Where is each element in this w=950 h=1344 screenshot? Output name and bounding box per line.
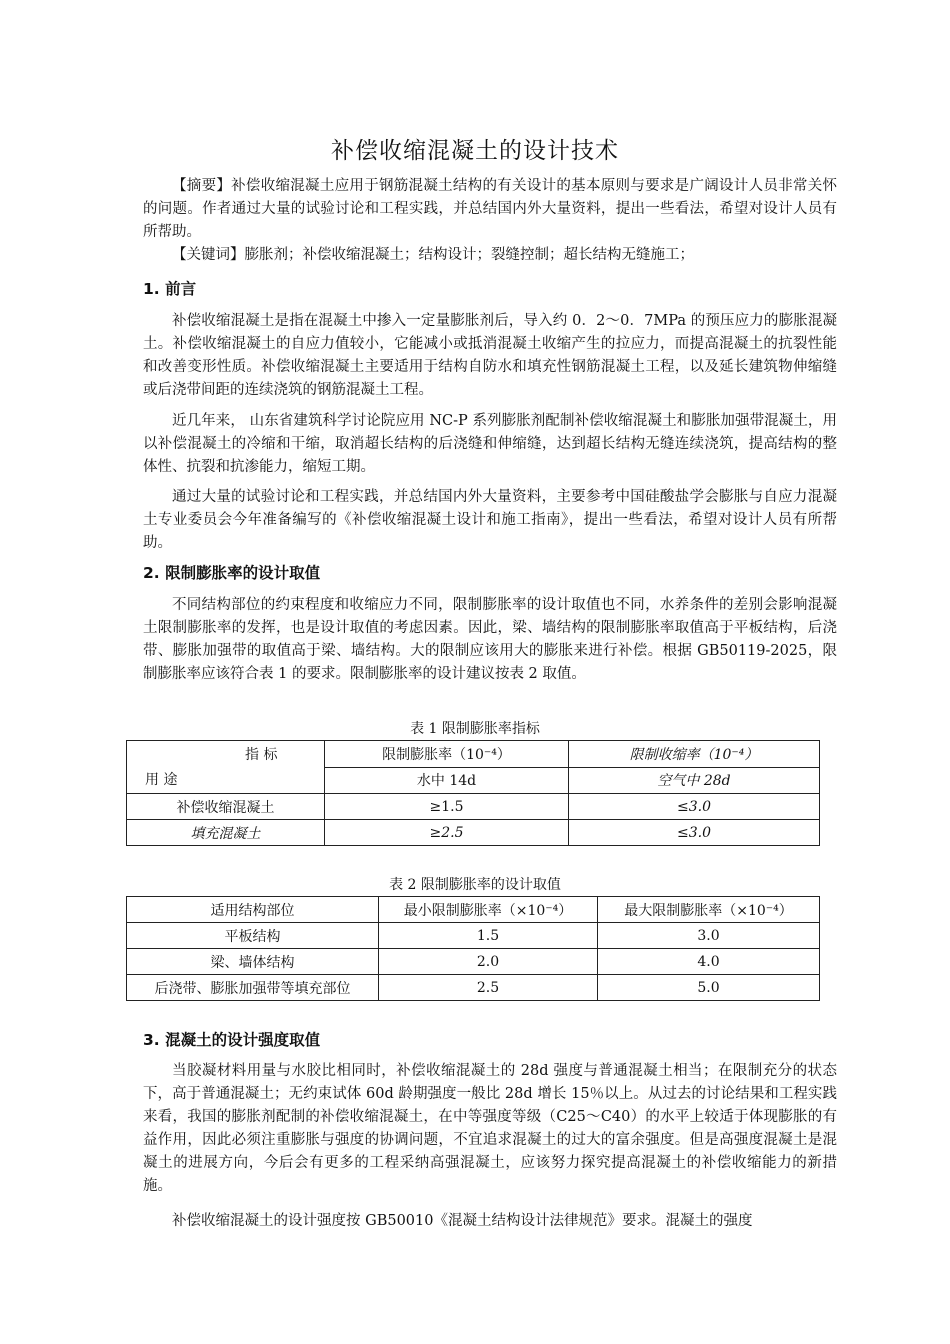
section1-paragraph-1: 补偿收缩混凝土是指在混凝土中掺入一定量膨胀剂后，导入约 0．2～0．7MPa 的预压应力的膨胀混凝土。补偿收缩混凝土的自应力值较小，它能减小或抵消混凝土收缩产生的拉应力，而提高混凝土的抗裂性能和改善变形性质。补偿收缩混凝土主要适用于结构自防水和填充性钢筋混凝土工程，以及延长建筑物伸缩缝或后浇带间距的连续浇筑的钢筋混凝土工程。 [143, 313, 837, 398]
table1-col2-sub: 空气中 28d [569, 767, 820, 794]
table2-cell: 后浇带、膨胀加强带等填充部位 [127, 975, 379, 1001]
table2-cell: 梁、墙体结构 [127, 949, 379, 975]
table2-cell: 1.5 [379, 923, 598, 949]
abstract-paragraph: 【摘要】补偿收缩混凝土应用于钢筋混凝土结构的有关设计的基本原则与要求是广阔设计人员非常关怀的问题。作者通过大量的试验讨论和工程实践，并总结国内外大量资料，提出一些看法，希望对设计人员有所帮助。 [143, 178, 837, 240]
section1-heading: 1. 前言 [143, 280, 197, 298]
section1-paragraph-3: 通过大量的试验讨论和工程实践，并总结国内外大量资料，主要参考中国硅酸盐学会膨胀与自应力混凝土专业委员会今年准备编写的《补偿收缩混凝土设计和施工指南》，提出一些看法，希望对设计人员有所帮助。 [143, 489, 837, 551]
table-row [127, 975, 820, 1001]
table-row [127, 949, 820, 975]
table-row [127, 923, 820, 949]
table1 [126, 740, 820, 846]
section2-heading: 2. 限制膨胀率的设计取值 [143, 564, 321, 582]
section2-paragraph-1: 不同结构部位的约束程度和收缩应力不同，限制膨胀率的设计取值也不同，水养条件的差别会影响混凝土限制膨胀率的发挥，也是设计取值的考虑因素。因此，梁、墙结构的限制膨胀率取值高于平板结构，后浇带、膨胀加强带的取值高于梁、墙结构。大的限制应该用大的膨胀来进行补偿。根据 GB50119-2025，限制膨胀率应该符合表 1 的要求。限制膨胀率的设计建议按表 2 取值。 [143, 597, 837, 682]
section3-heading: 3. 混凝土的设计强度取值 [143, 1031, 321, 1049]
table2-cell: 2.0 [379, 949, 598, 975]
table-row [127, 820, 820, 846]
table2-header-3: 最大限制膨胀率（×10⁻⁴） [598, 897, 820, 923]
table2-header-1: 适用结构部位 [127, 897, 379, 923]
table1-expansion-cell: ≥2.5 [325, 820, 569, 846]
section1-paragraph-2: 近几年来， 山东省建筑科学讨论院应用 NC-P 系列膨胀剂配制补偿收缩混凝土和膨胀加强带混凝土，用以补偿混凝土的冷缩和干缩，取消超长结构的后浇缝和伸缩缝，达到超长结构无缝连续浇筑，提高结构的整体性、抗裂和抗渗能力，缩短工期。 [143, 413, 837, 475]
table1-caption: 表 1 限制膨胀率指标 [410, 721, 540, 737]
table1-shrinkage-cell: ≤3.0 [569, 820, 820, 846]
table1-corner-bottom: 用 途 [145, 772, 178, 788]
table2-cell: 5.0 [598, 975, 820, 1001]
table2-cell: 3.0 [598, 923, 820, 949]
table1-use-cell: 填充混凝土 [127, 820, 325, 846]
table1-use-cell: 补偿收缩混凝土 [127, 794, 325, 820]
table1-shrinkage-cell: ≤3.0 [569, 794, 820, 820]
table2 [126, 896, 820, 1001]
table1-expansion-cell: ≥1.5 [325, 794, 569, 820]
table1-col1-sub: 水中 14d [325, 767, 569, 794]
table-row [127, 794, 820, 820]
table1-corner-cell [127, 741, 325, 794]
table2-header-2: 最小限制膨胀率（×10⁻⁴） [379, 897, 598, 923]
table1-col2-header: 限制收缩率（10⁻⁴） [569, 741, 820, 768]
table1-corner-top: 指 标 [245, 747, 278, 763]
table2-cell: 2.5 [379, 975, 598, 1001]
table2-cell: 平板结构 [127, 923, 379, 949]
section3-paragraph-2: 补偿收缩混凝土的设计强度按 GB50010《混凝土结构设计法律规范》要求。混凝土的强度 [172, 1213, 753, 1229]
table2-cell: 4.0 [598, 949, 820, 975]
section3-paragraph-1: 当胶凝材料用量与水胶比相同时，补偿收缩混凝土的 28d 强度与普通混凝土相当；在限制充分的状态下，高于普通混凝土；无约束试体 60d 龄期强度一般比 28d 增长 15％以上。从过去的讨论结果和工程实践来看，我国的膨胀剂配制的补偿收缩混凝土，在中等强度等级（C25～C40）的水平上较适于体现膨胀的有益作用，因此必须注重膨胀与强度的协调问题，不宜追求混凝土的过大的富余强度。但是高强度混凝土是混凝土的进展方向，今后会有更多的工程采纳高强混凝土，应该努力探究提高混凝土的补偿收缩能力的新措施。 [143, 1063, 837, 1194]
document-title: 补偿收缩混凝土的设计技术 [331, 138, 619, 164]
table1-col1-header: 限制膨胀率（10⁻⁴） [325, 741, 569, 768]
table2-caption: 表 2 限制膨胀率的设计取值 [389, 877, 561, 893]
keywords-paragraph: 【关键词】膨胀剂；补偿收缩混凝土；结构设计；裂缝控制；超长结构无缝施工； [172, 247, 694, 263]
